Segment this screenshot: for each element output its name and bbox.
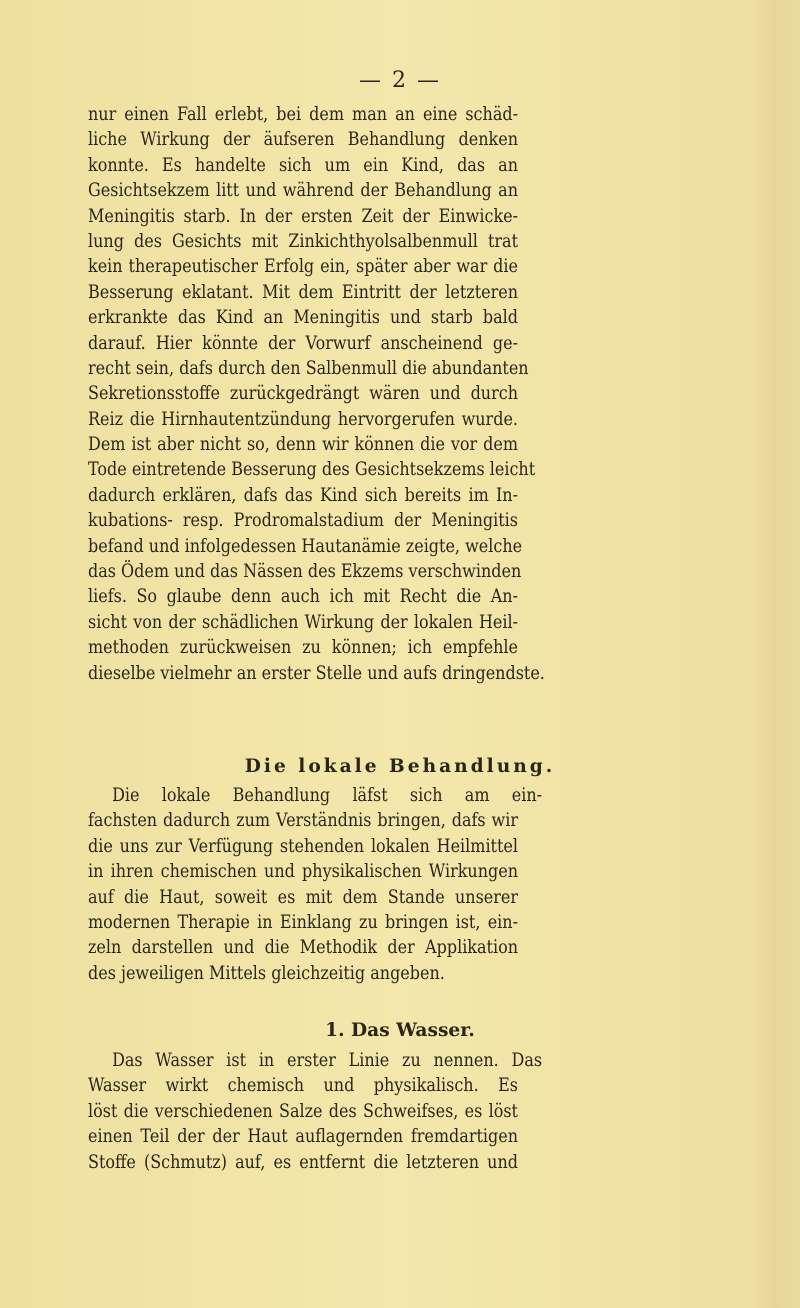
text-line: Sekretionsstoffe zurückgedrängt wären und durch	[88, 383, 518, 405]
text-line: löst die verschiedenen Salze des Schweifses, es löst	[88, 1100, 518, 1122]
text-line: liefs. So glaube denn auch ich mit Recht die An-	[88, 586, 518, 608]
text-line: Dem ist aber nicht so, denn wir können die vor dem	[88, 434, 518, 456]
text-line: Tode eintretende Besserung des Gesichtsekzems leicht	[88, 459, 536, 481]
text-line: nur einen Fall erlebt, bei dem man an eine schäd-	[88, 104, 518, 125]
text-line: konnte. Es handelte sich um ein Kind, das an	[88, 154, 518, 176]
text-line: Das Wasser ist in erster Linie zu nennen. Das	[112, 1050, 543, 1071]
text-line: Gesichtsekzem litt und während der Behandlung an	[88, 180, 518, 202]
text-line: des jeweiligen Mittels gleichzeitig angeben.	[88, 962, 445, 984]
text-line: modernen Therapie in Einklang zu bringen ist, ein-	[88, 911, 518, 933]
text-line: Meningitis starb. In der ersten Zeit der Einwicke-	[88, 205, 518, 227]
paragraph-3	[88, 1048, 543, 1175]
text-line: erkrankte das Kind an Meningitis und starb bald	[88, 307, 518, 329]
text-line: methoden zurückweisen zu können; ich empfehle	[88, 637, 518, 659]
text-line: dieselbe vielmehr an erster Stelle und aufs dringendste.	[88, 662, 545, 684]
text-line: Besserung eklatant. Mit dem Eintritt der letzteren	[88, 281, 518, 303]
text-line: in ihren chemischen und physikalischen Wirkungen	[88, 861, 518, 883]
text-line: auf die Haut, soweit es mit dem Stande unserer	[88, 886, 518, 908]
paragraph-2	[88, 783, 543, 986]
page-number: — 2 —	[359, 68, 441, 93]
text-line: lung des Gesichts mit Zinkichthyolsalbenmull trat	[88, 230, 518, 252]
text-line: zeln darstellen und die Methodik der Applikation	[88, 937, 518, 959]
text-line: fachsten dadurch zum Verständnis bringen, dafs wir	[88, 810, 518, 832]
text-line: befand und infolgedessen Hautanämie zeigte, welche	[88, 535, 523, 557]
paragraph-1	[88, 102, 545, 686]
section-heading-das-wasser: 1. Das Wasser.	[325, 1020, 475, 1041]
text-line: Die lokale Behandlung läfst sich am ein-	[112, 785, 543, 806]
text-line: Stoffe (Schmutz) auf, es entfernt die letzteren und	[88, 1151, 518, 1173]
text-line: die uns zur Verfügung stehenden lokalen Heilmittel	[88, 835, 518, 857]
text-line: einen Teil der der Haut auflagernden fremdartigen	[88, 1126, 518, 1148]
text-line: liche Wirkung der äufseren Behandlung denken	[88, 129, 518, 151]
section-heading-lokale-behandlung: Die lokale Behandlung.	[244, 756, 556, 777]
text-line: dadurch erklären, dafs das Kind sich bereits im In-	[88, 484, 518, 506]
text-line: Wasser wirkt chemisch und physikalisch. Es	[88, 1075, 518, 1097]
text-line: kubations- resp. Prodromalstadium der Meningitis	[88, 510, 518, 532]
text-line: recht sein, dafs durch den Salbenmull die abundanten	[88, 357, 529, 379]
text-line: kein therapeutischer Erfolg ein, später aber war die	[88, 256, 518, 278]
text-line: darauf. Hier könnte der Vorwurf anscheinend ge-	[88, 332, 518, 354]
text-line: sicht von der schädlichen Wirkung der lokalen Heil-	[88, 611, 518, 633]
text-line: Reiz die Hirnhautentzündung hervorgerufen wurde.	[88, 408, 518, 430]
text-line: das Ödem und das Nässen des Ekzems verschwinden	[88, 561, 522, 583]
